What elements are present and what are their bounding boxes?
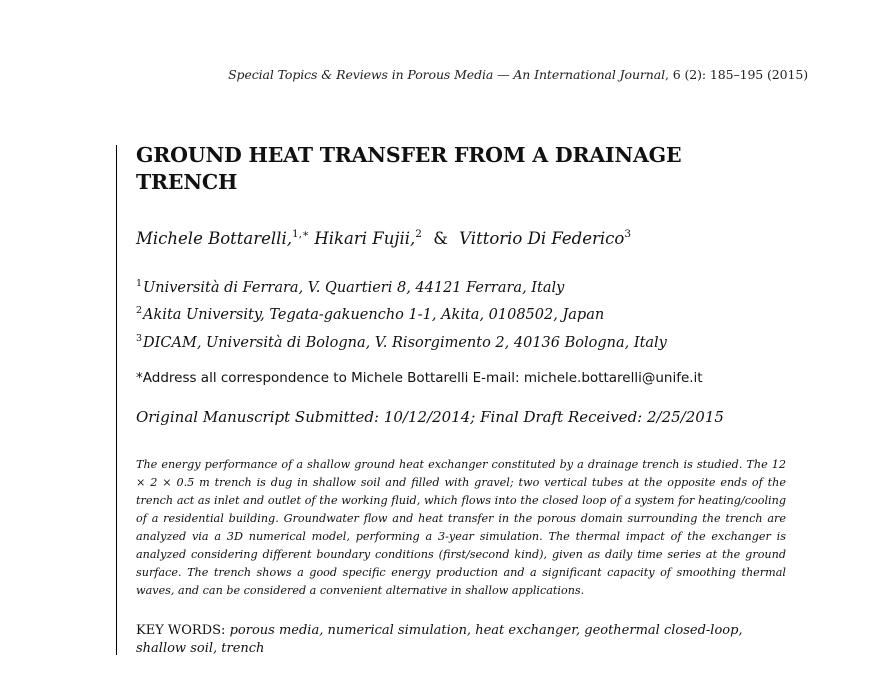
affiliation-mark: 1: [136, 278, 143, 289]
affiliation: [136, 278, 564, 296]
author-name: Michele Bottarelli,: [136, 229, 292, 248]
author-affiliation-mark: 3: [624, 228, 632, 240]
affiliation-text: Università di Ferrara, V. Quartieri 8, 44121 Ferrara, Italy: [143, 280, 565, 296]
paper-title: GROUND HEAT TRANSFER FROM A DRAINAGE TRENCH: [136, 143, 682, 194]
manuscript-dates: Original Manuscript Submitted: 10/12/2014; Final Draft Received: 2/25/2015: [136, 408, 724, 426]
affiliation-text: DICAM, Università di Bologna, V. Risorgimento 2, 40136 Bologna, Italy: [143, 335, 667, 351]
left-margin-rule: [116, 145, 117, 655]
affiliation: [136, 305, 604, 323]
affiliation-text: Akita University, Tegata-gakuencho 1-1, Akita, 0108502, Japan: [143, 307, 605, 323]
author-separator: &: [433, 229, 448, 248]
journal-header: [228, 67, 808, 82]
affiliation-mark: 2: [136, 305, 143, 316]
journal-name: Special Topics & Reviews in Porous Media — An International Journal: [228, 67, 666, 82]
correspondence-line: *Address all correspondence to Michele Bottarelli E-mail: michele.bottarelli@unife.it: [136, 370, 703, 386]
affiliation-mark: 3: [136, 333, 143, 344]
keywords-list: porous media, numerical simulation, heat exchanger, geothermal closed-loop, shallow soil, trench: [136, 623, 743, 656]
abstract: The energy performance of a shallow ground heat exchanger constituted by a drainage trench is studied. The 12 × 2 × 0.5 m trench is dug in shallow soil and filled with gravel; two vertical tubes at the opposite ends of the trench act as inlet and outlet of the working fluid, which flows into the closed loop of a system for heating/cooling of a residential building. Groundwater flow and heat transfer in the porous domain surrounding the trench are analyzed via a 3D numerical model, performing a 3-year simulation. The thermal impact of the exchanger is analyzed considering different boundary conditions (first/second kind), given as daily time series at the ground surface. The trench shows a good specific energy production and a significant capacity of smoothing thermal waves, and can be considered a convenient alternative in shallow applications.: [136, 458, 786, 597]
author-affiliation-mark: 1,∗: [291, 228, 310, 240]
journal-citation: , 6 (2): 185–195 (2015): [665, 67, 808, 82]
author-name: Hikari Fujii,: [314, 229, 416, 248]
affiliation: [136, 333, 667, 351]
author-name: Vittorio Di Federico: [459, 229, 625, 248]
keywords-label: KEY WORDS:: [136, 623, 226, 638]
keywords: [136, 622, 786, 658]
author-affiliation-mark: 2: [415, 228, 422, 240]
author-list: [136, 228, 631, 248]
